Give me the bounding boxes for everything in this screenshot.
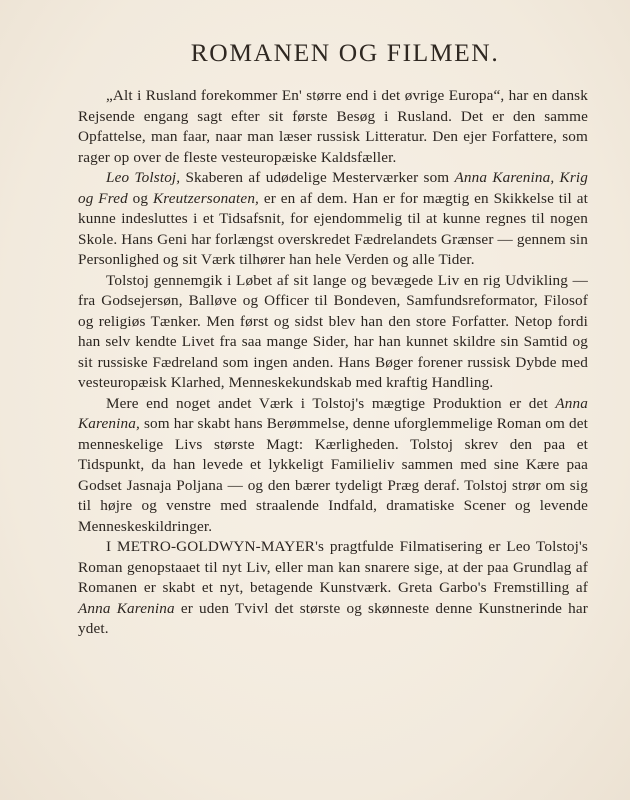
italic-title-text: Kreutzersonaten, xyxy=(152,189,260,207)
paragraph-text: er uden Tvivl det største og skønneste denne Kunstnerinde har ydet. xyxy=(78,599,588,637)
italic-title-text: Leo Tolstoj, xyxy=(106,169,181,186)
italic-title-text: Anna Karenina, Krig og Fred xyxy=(78,169,588,207)
paragraph-text: I METRO-GOLDWYN-MAYER's pragtfulde Filmatisering er Leo Tolstoj's Roman genopstaaet til nyt Liv, eller man kan snarere sige, at der paa Grundlag af Romanen er skabt et nyt, betagende Kunstværk. Greta Garbo's Fremstilling af xyxy=(78,538,588,596)
article-body xyxy=(78,86,588,640)
paragraph-text: Tolstoj gennemgik i Løbet af sit lange og bevægede Liv en rig Udvikling — fra Godsejersøn, Balløve og Officer til Bondeven, Samfundsreformator, Filosof og religiøs Tænker. Men først og sidst blev han den store Forfatter. Netop fordi han selv kendte Livet fra saa mange Sider, har han kunnet skildre sin Samtid og sit russiske Fædreland som ingen anden. Hans Bøger forener russisk Dybde med vesteuropæisk Klarhed, Menneskekundskab med kraftig Handling. xyxy=(78,271,588,391)
italic-title-text: Anna Karenina, xyxy=(78,394,588,432)
paragraph xyxy=(78,271,588,394)
paragraph xyxy=(78,168,588,271)
paragraph-text: som har skabt hans Berømmelse, denne uforglemmelige Roman om det menneskelige Livs største Magt: Kærligheden. Tolstoj skrev den paa et Tidspunkt, da han levede et lykkeligt Familieliv sammen med sine Kære paa Godset Jasnaja Poljana — og den bærer tydeligt Præg deraf. Tolstoj strør om sig til højre og venstre med straalende Indfald, dramatiske Scener og levende Menneskeskildringer. xyxy=(78,415,588,535)
paragraph-text: „Alt i Rusland forekommer En' større end i det øvrige Europa“, har en dansk Rejsende engang sagt efter sit første Besøg i Rusland. Det er den samme Opfattelse, man faar, naar man læser russisk Litteratur. Den ejer Forfattere, som rager op over de fleste vesteuropæiske Kaldsfæller. xyxy=(78,87,588,166)
paragraph xyxy=(78,537,588,640)
paragraph-text: Skaberen af udødelige Mesterværker som xyxy=(180,169,455,186)
paragraph-text: er en af dem. Han er for mægtig en Skikkelse til at kunne indesluttes i et Tidsafsnit, for ejendommelig til at kunne regnes til nogen Skole. Hans Geni har forlængst overskredet Fædrelandets Grænser — gennem sin Personlighed og sit Værk tilhører han hele Verden og alle Tider. xyxy=(78,189,588,268)
paragraph-text: og xyxy=(127,189,153,207)
page-title: ROMANEN OG FILMEN. xyxy=(190,38,500,67)
paragraph-text: Mere end noget andet Værk i Tolstoj's mægtige Produktion er det xyxy=(106,394,556,412)
paragraph xyxy=(78,394,588,538)
paragraph xyxy=(78,86,588,168)
italic-title-text: Anna Karenina xyxy=(78,599,175,617)
